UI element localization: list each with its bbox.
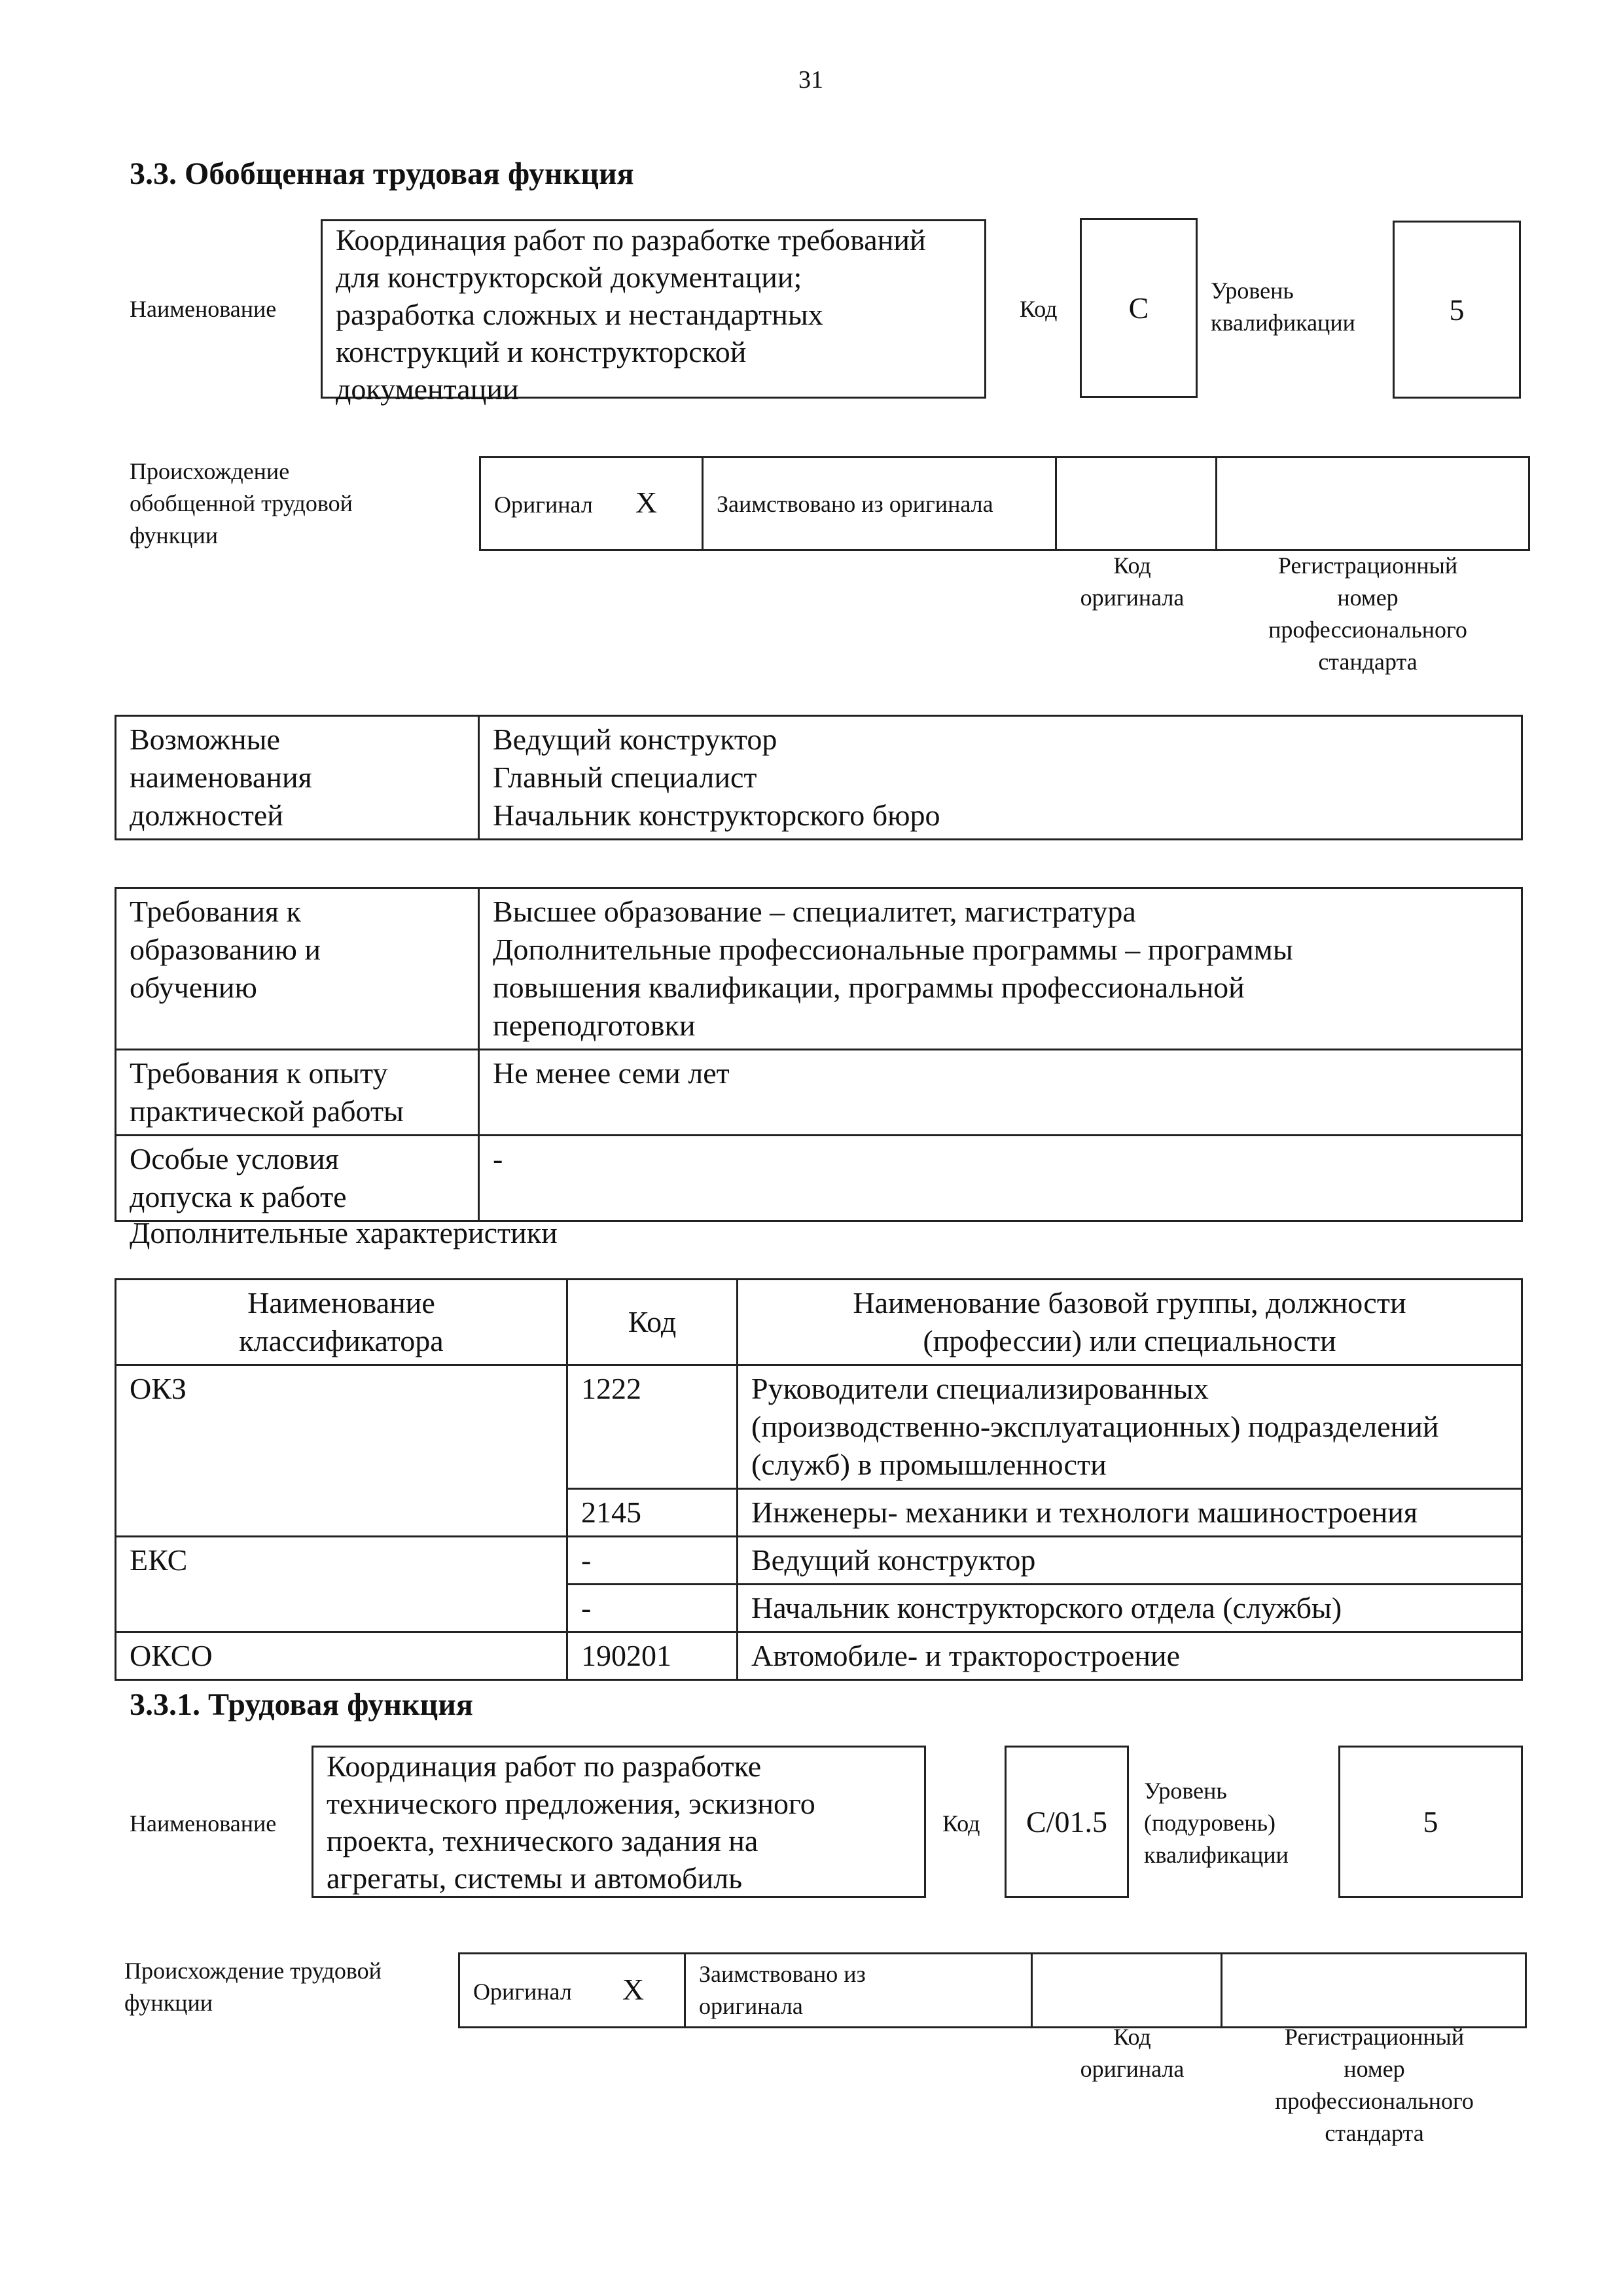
req-education-label: Требования к образованию и обучению	[116, 888, 479, 1050]
classifier-eks: ЕКС	[116, 1537, 567, 1632]
code-original-caption: Код оригинала	[1080, 2024, 1185, 2082]
req-admission-value: -	[479, 1136, 1522, 1221]
tf-name-line: агрегаты, системы и автомобиль	[327, 1861, 743, 1895]
name-label: Наименование	[130, 1810, 277, 1837]
original-mark: X	[622, 1972, 645, 2006]
gtf-name-line: разработка сложных и нестандартных	[336, 298, 823, 331]
classifier-okso: ОКСО	[116, 1632, 567, 1680]
code-label: Код	[942, 1810, 980, 1837]
original-cell: Оригинал X	[459, 1954, 685, 2028]
req-experience-value: Не менее семи лет	[479, 1050, 1522, 1136]
section-3-3-1-title: 3.3.1. Трудовая функция	[130, 1687, 473, 1722]
reg-number-caption: Регистрационный номер профессионального стандарта	[1268, 552, 1467, 675]
page-number: 31	[798, 66, 823, 94]
okz-code: 1222	[567, 1365, 738, 1489]
borrowed-cell: Заимствовано из оригинала	[685, 1954, 1032, 2028]
name-label: Наименование	[130, 296, 277, 322]
okz-group: Руководители специализированных (производственно-эксплуатационных) подразделений (служб) в промышленности	[738, 1365, 1522, 1489]
header-classifier: Наименование классификатора	[116, 1280, 567, 1365]
origin-table	[479, 456, 1530, 551]
positions-table	[115, 715, 1523, 840]
okso-code: 190201	[567, 1632, 738, 1680]
positions-label: Возможные наименования должностей	[116, 716, 479, 840]
okso-group: Автомобиле- и тракторостроение	[738, 1632, 1522, 1680]
reg-number-caption: Регистрационный номер профессионального стандарта	[1275, 2024, 1474, 2146]
positions-values: Ведущий конструктор Главный специалист Начальник конструкторского бюро	[479, 716, 1522, 840]
requirements-table	[115, 887, 1523, 1222]
gtf-name-line: конструкций и конструкторской	[336, 335, 747, 368]
tf-code-box: С/01.5	[1005, 1746, 1129, 1898]
gtf-name-line: Координация работ по разработке требований	[336, 223, 926, 257]
eks-code: -	[567, 1537, 738, 1585]
original-code-cell	[1056, 457, 1217, 550]
gtf-name-line: для конструкторской документации;	[336, 260, 802, 294]
origin-label: Происхождение трудовой функции	[124, 1958, 382, 2016]
reg-number-cell	[1222, 1954, 1526, 2028]
tf-name-line: Координация работ по разработке	[327, 1749, 762, 1783]
origin-label: Происхождение обобщенной трудовой функции	[130, 458, 353, 548]
code-original-caption: Код оригинала	[1080, 552, 1185, 611]
gtf-name-line: документации	[336, 372, 519, 406]
eks-group: Ведущий конструктор	[738, 1537, 1522, 1585]
section-3-3-title: 3.3. Обобщенная трудовая функция	[130, 156, 634, 191]
reg-number-cell	[1217, 457, 1529, 550]
eks-group: Начальник конструкторского отдела (службы)	[738, 1585, 1522, 1632]
req-experience-label: Требования к опыту практической работы	[116, 1050, 479, 1136]
header-code: Код	[567, 1280, 738, 1365]
okz-code: 2145	[567, 1489, 738, 1537]
original-mark: X	[635, 486, 658, 519]
req-education-value: Высшее образование – специалитет, магистратура Дополнительные профессиональные программы – программы повышения квалификации, программы профессиональной переподготовки	[479, 888, 1522, 1050]
borrowed-cell: Заимствовано из оригинала	[703, 457, 1056, 550]
origin-table	[458, 1952, 1527, 2028]
tf-name-line: технического предложения, эскизного	[327, 1787, 815, 1820]
extra-table	[115, 1278, 1523, 1681]
okz-group: Инженеры- механики и технологи машиностроения	[738, 1489, 1522, 1537]
gtf-code-box: С	[1080, 218, 1198, 398]
level-label: Уровень квалификации	[1211, 278, 1355, 336]
tf-name-line: проекта, технического задания на	[327, 1824, 758, 1857]
eks-code: -	[567, 1585, 738, 1632]
level-label: Уровень (подуровень) квалификации	[1144, 1778, 1289, 1868]
original-cell: Оригинал X	[480, 457, 703, 550]
classifier-okz: ОКЗ	[116, 1365, 567, 1537]
gtf-name-box	[321, 219, 986, 406]
header-group: Наименование базовой группы, должности (профессии) или специальности	[738, 1280, 1522, 1365]
extra-title: Дополнительные характеристики	[130, 1216, 558, 1249]
gtf-level-box: 5	[1393, 221, 1521, 399]
original-code-cell	[1032, 1954, 1222, 2028]
req-admission-label: Особые условия допуска к работе	[116, 1136, 479, 1221]
tf-name-box	[312, 1746, 926, 1898]
tf-level-box: 5	[1338, 1746, 1523, 1898]
code-label: Код	[1020, 296, 1058, 322]
